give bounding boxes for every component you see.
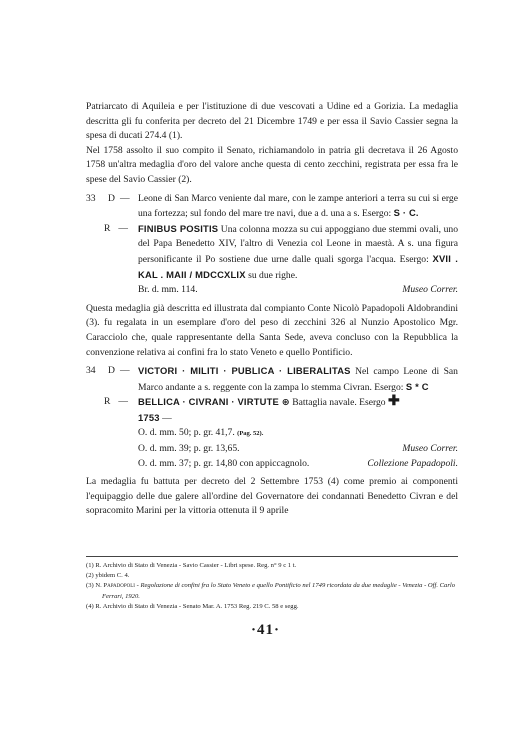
dash: — bbox=[162, 412, 172, 424]
entry-number: 34 bbox=[86, 365, 96, 377]
specimen-row bbox=[138, 426, 458, 442]
footnote-mark: (2) bbox=[86, 572, 94, 580]
obverse-description: Nel campo Leone di San Marco andante a s. reggente con la zampa lo stemma Civran. Esergo: bbox=[138, 366, 458, 393]
footnote-2 bbox=[86, 571, 458, 581]
reverse-description-end: su due righe. bbox=[248, 269, 298, 281]
catalog-entry-33-reverse bbox=[86, 222, 458, 298]
entry-label: R — bbox=[104, 222, 128, 237]
page-body bbox=[86, 100, 458, 519]
entry-label: 34 D — bbox=[86, 364, 130, 379]
side-letter: R bbox=[104, 396, 111, 408]
specimen-row bbox=[138, 442, 458, 457]
footnote-4 bbox=[86, 602, 458, 612]
catalog-entry-34-reverse bbox=[86, 395, 458, 471]
footnote-text: ybidem C. 4. bbox=[95, 572, 130, 580]
obverse-exergue: S · C. bbox=[393, 207, 419, 219]
footnote-text: - Regolazione di confini fra lo Stato Veneto e quello Pontificio nel 1749 ricordata da due medaglie - Venezia - Off. Carlo Ferrari, 1920. bbox=[102, 582, 456, 600]
side-letter: R bbox=[104, 222, 111, 234]
paragraph-4: La medaglia fu battuta per decreto del 2 Settembre 1753 (4) come premio ai componenti l'equipaggio delle due galere all'ordine del Governatore dei condannati Benedetto Civran e del sopracomito Marini per la vittoria ottenuta il 9 aprile bbox=[86, 476, 458, 517]
entry-number: 33 bbox=[86, 192, 96, 204]
obverse-legend: VICTORI · MILITI · PUBLICA · LIBERALITAS bbox=[138, 365, 351, 377]
specimen-row bbox=[138, 283, 458, 298]
cross-icon: ✚ bbox=[388, 394, 400, 410]
paragraph-2: Nel 1758 assolto il suo compito il Senato, richiamandolo in patria gli decretava il 26 Agosto 1758 un'altra medaglia d'oro del valore anche questa di cento zecchini, registrata per essa fra le spese del Savio Cassier (2). bbox=[86, 144, 458, 185]
reverse-legend: FINIBUS POSITIS bbox=[138, 222, 219, 234]
footnotes bbox=[86, 556, 458, 612]
reverse-exergue: XVII . KAL . MAII / MDCCXLIX bbox=[138, 252, 459, 280]
page-reference: (Pag. 52). bbox=[237, 430, 264, 438]
page-number: ·41· bbox=[250, 622, 280, 638]
footnote-mark: (1) bbox=[86, 562, 94, 569]
specimen-collection: Collezione Papadopoli. bbox=[367, 457, 458, 469]
reverse-legend: BELLICA · CIVRANI · VIRTUTE ⊛ bbox=[138, 396, 290, 408]
footnote-1 bbox=[86, 561, 458, 571]
side-letter: D bbox=[108, 192, 115, 204]
side-letter: D bbox=[108, 365, 115, 377]
paragraph-3: Questa medaglia già descritta ed illustrata dal compianto Conte Nicolò Papadopoli Aldobrandini (3). fu regalata in un esemplare d'oro del peso di zecchini 326 al Nunzio Apostolico Mgr. Caracciolo che, quale rappresentante della Santa Sede, aveva concluso con la Repubblica la convenzione relativa ai confini fra lo stato Veneto e quello Pontificio. bbox=[86, 302, 458, 358]
reverse-description: Battaglia navale. Esergo bbox=[292, 397, 386, 409]
entry-label: 33 D — bbox=[86, 192, 130, 207]
footnote-text: R. Archivio di Stato di Venezia - Senato Mar. A. 1753 Reg. 219 C. 58 e segg. bbox=[95, 602, 299, 610]
specimen-row bbox=[138, 457, 458, 472]
footnote-mark: (3) bbox=[86, 582, 94, 590]
entry-label: R — bbox=[104, 395, 128, 410]
specimen-details: Br. d. mm. 114. bbox=[138, 284, 198, 296]
obverse-description: Leone di San Marco veniente dal mare, con le zampe anteriori a terra su cui si erge una fortezza; sul fondo del mare tre navi, due a d. una a s. Esergo: bbox=[138, 192, 458, 220]
catalog-entry-34-obverse bbox=[86, 364, 458, 395]
footnote-mark: (4) bbox=[86, 602, 94, 610]
footnote-text: R. Archivio di Stato di Venezia - Savio Cassier - Libri spese. Reg. n° 9 c 1 t. bbox=[95, 562, 297, 569]
reverse-year: 1753 bbox=[138, 411, 160, 423]
specimen-details: O. d. mm. 39; p. gr. 13,65. bbox=[138, 443, 240, 455]
catalog-entry-33-obverse bbox=[86, 192, 458, 222]
footnote-3 bbox=[86, 581, 458, 601]
footnote-author: N. Papadopoli bbox=[95, 582, 135, 590]
specimen-details: O. d. mm. 50; p. gr. 41,7. bbox=[138, 427, 235, 439]
paragraph-1: Patriarcato di Aquileia e per l'istituzione di due vescovati a Udine ed a Gorizia. La medaglia descritta gli fu conferita per decreto del 21 Dicembre 1749 e per essa il Savio Cassier segna la spesa di ducati 274.4 (1). bbox=[86, 101, 458, 142]
specimen-collection: Museo Correr. bbox=[402, 284, 458, 296]
specimen-collection: Museo Correr. bbox=[402, 443, 458, 455]
obverse-exergue: S * C bbox=[405, 380, 429, 392]
reverse-description: Una colonna mozza su cui appoggiano due stemmi ovali, uno del Papa Benedetto XIV, l'altro di Venezia col Leone in maestà. A s. una figura personificante il Po sostiene due urne dalle quali sgorga l'acqua. Esergo: bbox=[138, 223, 458, 265]
specimen-details: O. d. mm. 37; p. gr. 14,80 con appiccagnolo. bbox=[138, 457, 310, 469]
